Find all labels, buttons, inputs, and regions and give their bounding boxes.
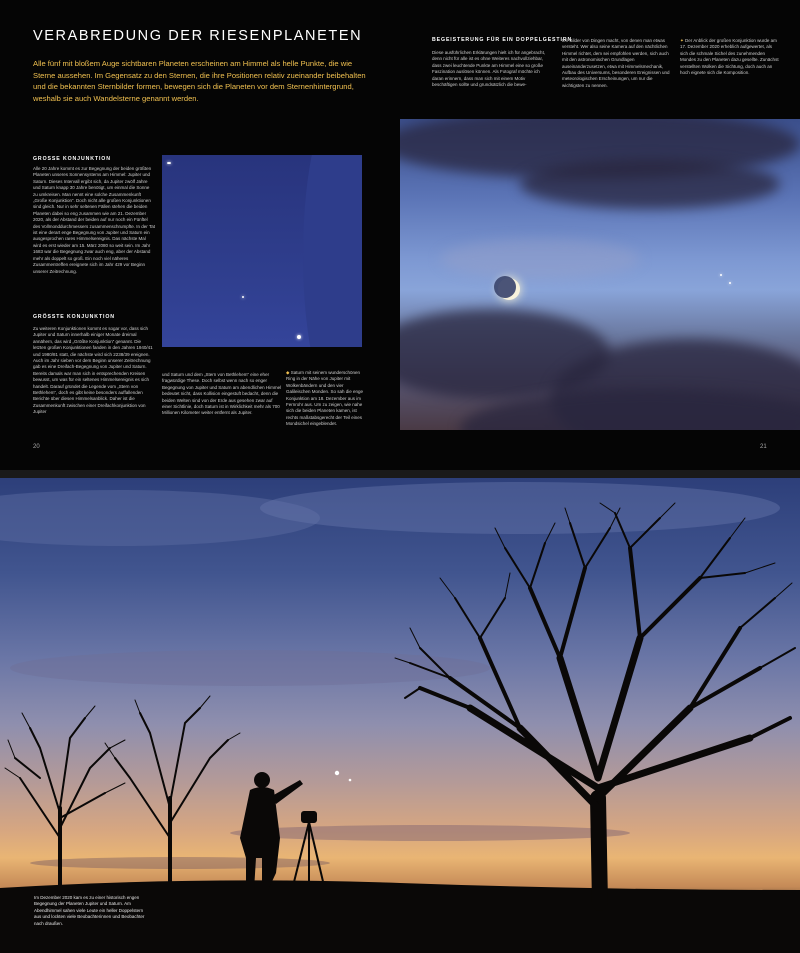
sky-photo-caption: ✦ Der Anblick der großen Konjunktion wurde am 17. Dezember 2020 erheblich aufgewertet, als sich die schmale Sichel des zunehmenden Mondes zu den Planeten dazu gesellte. Zunächst verstellten Wolken die Sichtung, doch auch an hoch eignete sich die Komposition.	[680, 38, 779, 76]
magazine-spread	[0, 0, 800, 470]
star-dot	[242, 296, 244, 298]
section-text-groesste-konjunktion: Zu weiteren Konjunktionen kommt es sogar vor, dass sich Jupiter und Saturn innerhalb einiger Monate dreimal annähern, das wird „Größte Konjunktion“ genannt. Die letzten großen Konjunktionen fanden in den Jahren 1940/41 und 1980/81 statt, die nächste wird sich 2238/39 ereignen. Auch im Jahr sieben vor dem Beginn unserer Zeitrechnung gab es eine Dreifach-Begegnung von Jupiter und Saturn. Bereits damals war man sich in entsprechenden Kreisen bewusst, um was für ein seltenes Himmelsereignis es sich handelt. Darauf gründet die Legende vom „Stern von Bethlehem“, doch es gibt keine besonders auffallenden Berichte über diesen Himmelsanblick. Daher ist die Zusammenkunft zwischen einer Dreifachkonjunktion von Jupiter	[33, 326, 153, 415]
page-number-right: 21	[760, 444, 767, 450]
page-title: VERABREDUNG DER RIESENPLANETEN	[33, 28, 363, 44]
star-bullet-icon: ✦	[680, 38, 684, 43]
diamond-bullet-icon: ◆	[286, 370, 290, 375]
section-text-begeisterung-2: ten Bilder von Dingen macht, von denen man etwas versteht. Wer also seine Kamera auf den nächtlichen Himmel richtet, dem sei empfohlen werden, sich auch mit den astronomischen Grundlagen auseinanderzusetzen, etwa mit Himmelsmechanik, Aufbau des Universums, besonderen Ereignissen und meteorologischen Erscheinungen, um nur die wichtigsten zu nennen.	[562, 38, 670, 88]
section-title-grosse-konjunktion: GROSSE KONJUNKTION	[33, 156, 111, 162]
saturn-dot	[167, 162, 171, 164]
moon-photo-caption: ◆ Saturn mit seinem wunderschönen Ring in der Nähe von Jupiter mit Wolkenbändern und den vier Galileischen Monden. So sah die enge Konjunktion am 18. Dezember aus im Fernrohr aus. Um zu zeigen, wie nahe sich die beiden Planeten kamen, ist rechts maßstabsgerecht der Teil eines Mondsichel eingeblendet.	[286, 370, 364, 427]
camera-tripod	[292, 812, 325, 890]
jupiter-dot	[335, 771, 339, 775]
small-tree-left	[5, 706, 125, 898]
section-text-begeisterung-1: Diese ausführlichen Erklärungen hielt ich für angebracht, denn nicht für alle ist es ohne Weiteres nachvollziehbar, dass zwei leuchtende Punkte am Himmel eine so große Faszination auslösen können. Als Fotograf möchte ich daran erinnern, dass man sich mit einem Motiv beschäftigen sollte und grundsätzlich die bewe-	[432, 50, 546, 88]
saturn-dot	[349, 779, 352, 782]
crescent-moon-clouds-photo	[400, 119, 800, 430]
small-tree-middle	[105, 696, 240, 900]
section-title-groesste-konjunktion: GRÖSSTE KONJUNKTION	[33, 314, 115, 320]
saturn-dot	[729, 282, 731, 284]
lead-paragraph: Alle fünf mit bloßem Auge sichtbaren Planeten erscheinen am Himmel als helle Punkte, die wie Sterne aussehen. Im Gegensatz zu den Sternen, die ihre Positionen relativ zueinander beibehalten und die bekannten Sternbilder formen, bewegen sich die Planeten vor dem Sternenhintergrund, weshalb sie auch Wandelsterne genannt werden.	[33, 59, 366, 103]
moon-planets-photo	[162, 155, 362, 347]
middle-column-text: und Saturn und dem „Stern von Bethlehem“ eine eher fragwürdige These. Doch selbst wenn nach so enger Begegnung von Jupiter und Saturn am abendlichen Himmel bedeutet nicht, dass Kollision eingestuft bedacht, denn die beiden Welten sind von der Erde aus gesehen zwar auf einer Sichtlinie, doch Saturn ist in Wirklichkeit mehr als 700 Millionen Kilometer weiter entfernt als Jupiter.	[162, 372, 282, 416]
jupiter-dot	[720, 274, 722, 276]
landscape-silhouette	[0, 478, 800, 953]
twilight-landscape-photo	[0, 478, 800, 953]
bottom-photo-caption: Im Dezember 2020 kam es zu einer historisch engen Begegnung der Planeten Jupiter und Saturn. Am Abendhimmel sahen viele Leute ein heller Doppelstern aus und lockten viele Beobachterinnen und Beobachter nach draußen.	[34, 895, 145, 926]
jupiter-dot	[297, 335, 301, 339]
section-text-grosse-konjunktion: Alle 20 Jahre kommt es zur Begegnung der beiden größten Planeten unseres Sonnensystems am Himmel: Jupiter und Saturn. Dieses Intervall ergibt sich, da Jupiter zwölf Jahre und Saturn knapp 30 Jahre benötigt, um einmal die Sonne zu umkreisen. Man nennt eine solche Zusammenkunft „Große Konjunktion“. Doch nicht alle großen Konjunktionen sind gleich. Nur in sehr seltenen Fällen stehen die beiden Planeten dabei so eng zusammen wie am 21. Dezember 2020, als der Abstand der beiden auf nur noch ein Fünftel des Vollmonddurchmessers zusammenschrumpfte. In der Tat ist eine derart enge Begegnung von Jupiter und Saturn ein ausgesprochen rares Himmelsereignis. Das nächste Mal wird es erst wieder am 15. März 2080 so weit sein. Im Jahr 1683 war die Begegnung zwar auch eng, aber der Abstand mehr als doppelt so groß. Ein noch viel näheres Zusammentreffen ereignete sich im Jahr 429 vor Beginn unserer Zeitrechnung.	[33, 166, 155, 274]
section-title-begeisterung: BEGEISTERUNG FÜR EIN DOPPELGESTIRN	[432, 37, 573, 43]
page-number-left: 20	[33, 444, 40, 450]
large-tree-right	[395, 503, 795, 903]
